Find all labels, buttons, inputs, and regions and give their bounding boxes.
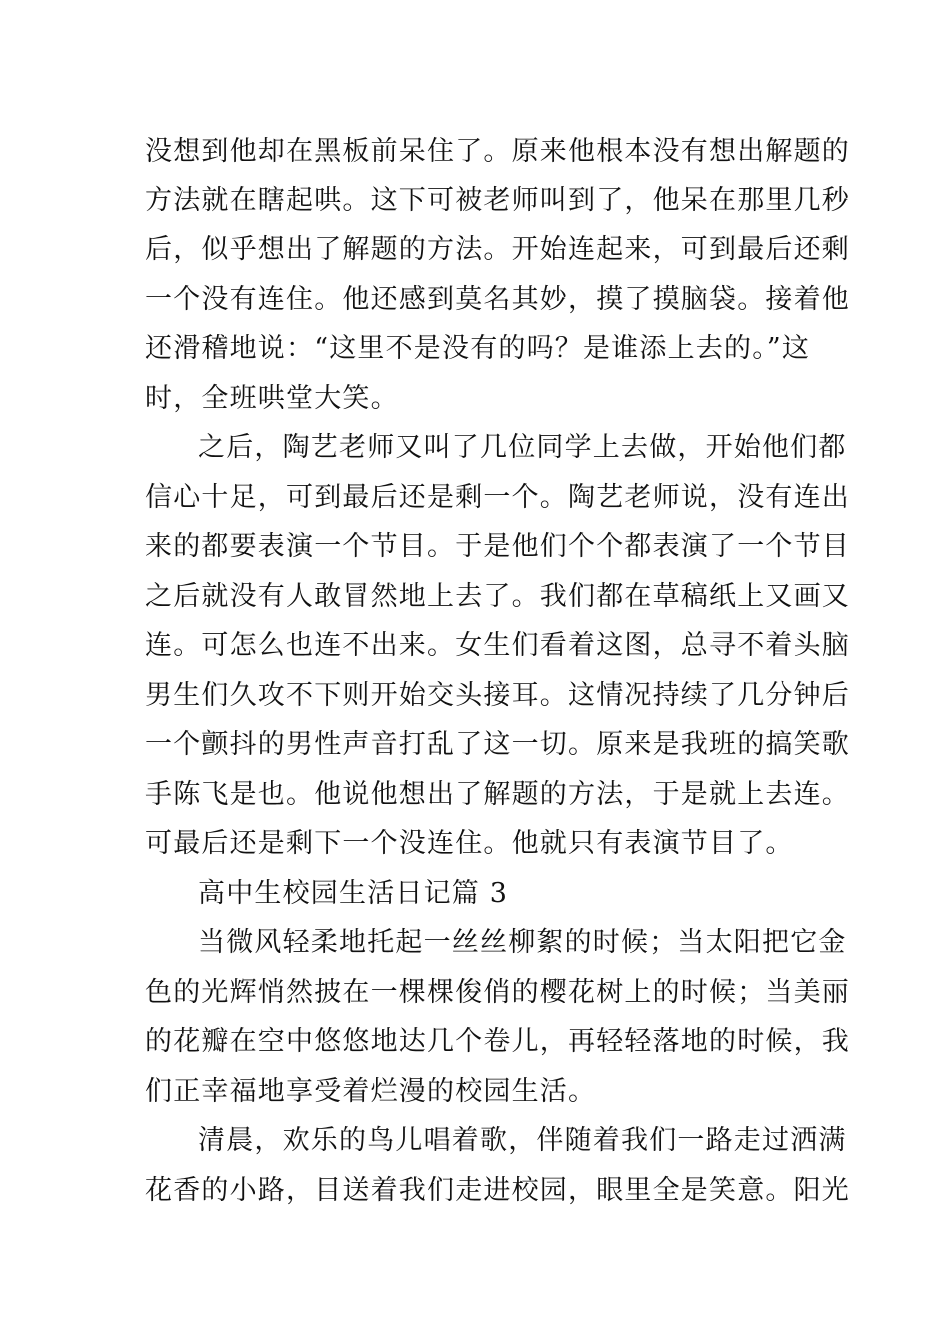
text-line: 当微风轻柔地托起一丝丝柳絮的时候；当太阳把它金 (198, 927, 847, 958)
text-line: 还滑稽地说：“这里不是没有的吗？是谁添上去的。”这 (145, 333, 811, 364)
text-line: 色的光辉悄然披在一棵棵俊俏的樱花树上的时候；当美丽 (145, 977, 850, 1008)
text-line: 的花瓣在空中悠悠地达几个卷儿，再轻轻落地的时候，我 (145, 1026, 850, 1057)
text-line: 一个没有连住。他还感到莫名其妙，摸了摸脑袋。接着他 (145, 284, 850, 315)
text-line: 时，全班哄堂大笑。 (145, 383, 399, 414)
text-line: 连。可怎么也连不出来。女生们看着这图，总寻不着头脑 (145, 630, 850, 661)
text-line: 男生们久攻不下则开始交头接耳。这情况持续了几分钟后 (145, 680, 850, 711)
text-line: 来的都要表演一个节目。于是他们个个都表演了一个节目 (145, 531, 850, 562)
text-line: 们正幸福地享受着烂漫的校园生活。 (145, 1076, 597, 1107)
text-line: 清晨，欢乐的鸟儿唱着歌，伴随着我们一路走过洒满 (198, 1125, 847, 1156)
text-line: 之后就没有人敢冒然地上去了。我们都在草稿纸上又画又 (145, 581, 850, 612)
text-line: 没想到他却在黑板前呆住了。原来他根本没有想出解题的 (145, 136, 850, 167)
text-line: 后，似乎想出了解题的方法。开始连起来，可到最后还剩 (145, 234, 850, 265)
section-heading: 高中生校园生活日记篇 3 (198, 878, 509, 909)
text-line: 信心十足，可到最后还是剩一个。陶艺老师说，没有连出 (145, 482, 850, 513)
text-line: 手陈飞是也。他说他想出了解题的方法，于是就上去连。 (145, 779, 850, 810)
text-line: 可最后还是剩下一个没连住。他就只有表演节目了。 (145, 828, 794, 859)
text-line: 花香的小路，目送着我们走进校园，眼里全是笑意。阳光 (145, 1175, 850, 1206)
text-line: 之后，陶艺老师又叫了几位同学上去做，开始他们都 (198, 432, 847, 463)
text-line: 方法就在瞎起哄。这下可被老师叫到了，他呆在那里几秒 (145, 185, 850, 216)
text-line: 一个颤抖的男性声音打乱了这一切。原来是我班的搞笑歌 (145, 729, 850, 760)
